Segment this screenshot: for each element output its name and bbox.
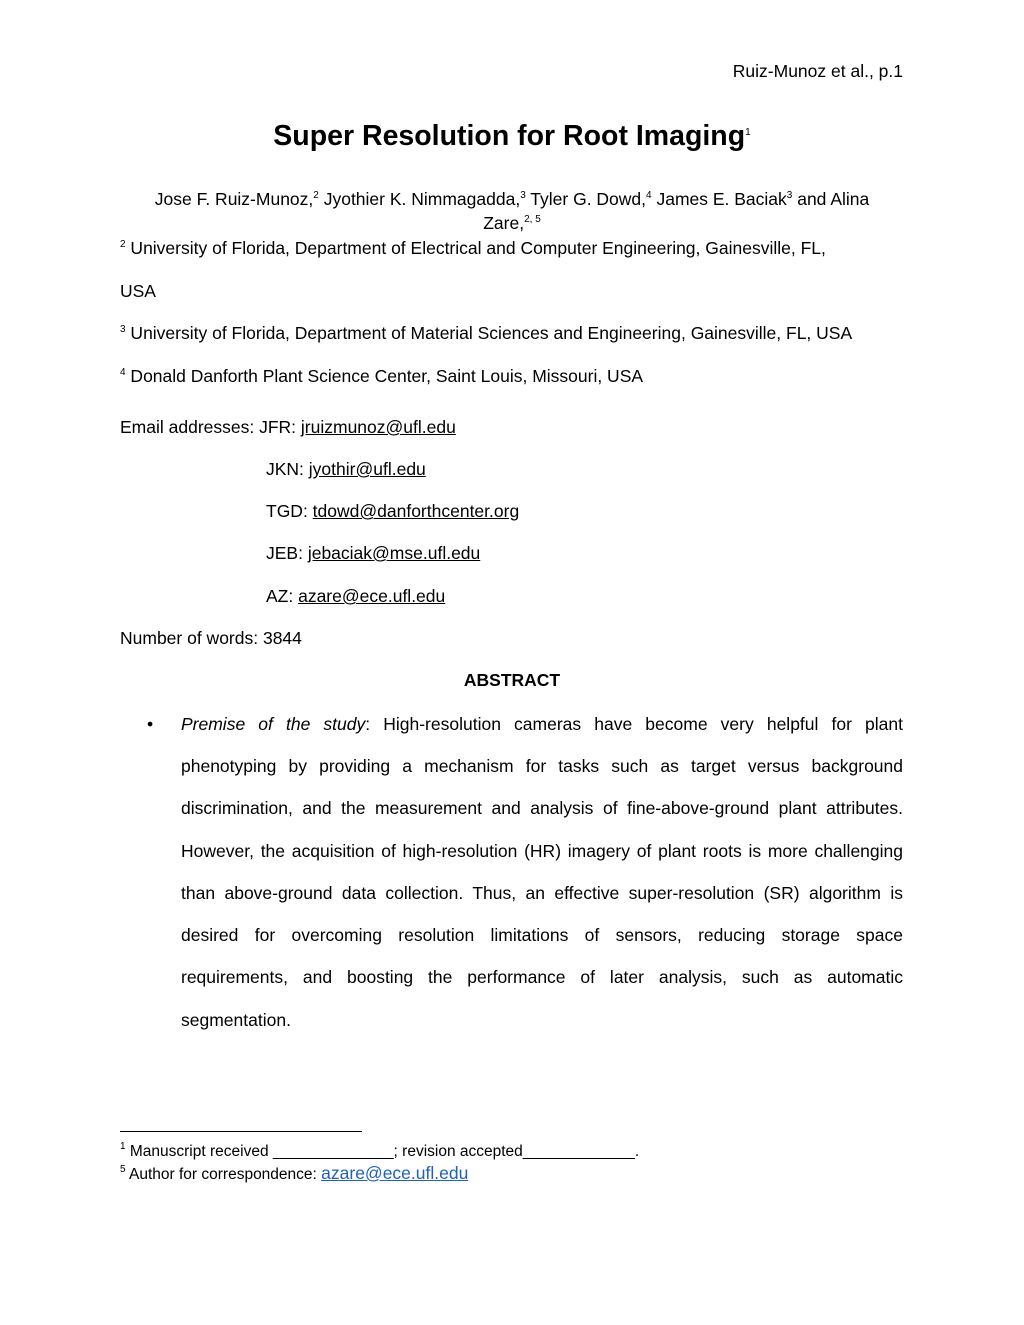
affiliation-4-mark: 4 <box>120 367 126 378</box>
footnote-1-mark: 1 <box>120 1141 126 1152</box>
abstract-line: segmentation. <box>181 1010 291 1030</box>
email-row-az <box>266 586 445 607</box>
abstract-line: than above-ground data collection. Thus, an effective super-resolution (SR) algorithm is <box>181 883 903 903</box>
affiliation-4-text: Donald Danforth Plant Science Center, Saint Louis, Missouri, USA <box>125 366 644 386</box>
footnote-5 <box>120 1163 468 1184</box>
title-footnote-mark: 1 <box>745 127 751 138</box>
author-1: Jose F. Ruiz-Munoz, <box>154 189 314 209</box>
paper-title <box>0 120 1024 153</box>
author-5-affil: 2, 5 <box>524 214 541 225</box>
email-link-jkn[interactable]: jyothir@ufl.edu <box>308 459 426 479</box>
affiliation-2 <box>120 238 826 259</box>
footnote-1 <box>120 1143 639 1161</box>
email-link-tgd[interactable]: tdowd@danforthcenter.org <box>312 501 520 521</box>
abstract-line: requirements, and boosting the performance of later analysis, such as automatic <box>181 967 903 987</box>
abstract-line <box>181 714 903 735</box>
abstract-line: phenotyping by providing a mechanism for tasks such as target versus background <box>181 756 903 776</box>
abstract-line: desired for overcoming resolution limitations of sensors, reducing storage space <box>181 925 903 945</box>
abstract-line: However, the acquisition of high-resolution (HR) imagery of plant roots is more challenging <box>181 841 903 861</box>
email-link-jfr[interactable]: jruizmunoz@ufl.edu <box>300 417 456 437</box>
correspondence-email-link[interactable]: azare@ece.ufl.edu <box>321 1163 469 1183</box>
affiliation-2-text: University of Florida, Department of Electrical and Computer Engineering, Gainesville, FL, <box>125 238 826 258</box>
email-link-jeb[interactable]: jebaciak@mse.ufl.edu <box>307 543 481 563</box>
footnote-rule <box>120 1131 362 1132</box>
email-key: JKN: <box>266 459 309 479</box>
abstract-line-text: : High-resolution cameras have become very helpful for plant <box>365 714 903 734</box>
email-row-jkn <box>266 459 426 480</box>
email-key: TGD: <box>266 501 313 521</box>
premise-label: Premise of the study <box>181 714 366 734</box>
email-key: JFR: <box>259 417 301 437</box>
affiliation-3 <box>120 323 852 344</box>
affiliation-2-mark: 2 <box>120 239 126 250</box>
author-5-cont: Zare, <box>483 213 525 233</box>
abstract-line: discrimination, and the measurement and analysis of fine-above-ground plant attributes. <box>181 798 903 818</box>
word-count: Number of words: 3844 <box>120 628 302 648</box>
footnote-5-text: Author for correspondence: <box>125 1166 322 1183</box>
affiliation-3-mark: 3 <box>120 324 126 335</box>
bullet-icon: • <box>147 714 154 734</box>
affiliation-3-text: University of Florida, Department of Material Sciences and Engineering, Gainesville, FL, USA <box>125 323 853 343</box>
author-3: Tyler G. Dowd, <box>525 189 647 209</box>
author-3-affil: 4 <box>646 190 652 201</box>
email-row-jfr <box>120 417 456 438</box>
author-list <box>0 189 1024 210</box>
author-4-affil: 3 <box>786 190 793 201</box>
email-label: Email addresses: <box>120 417 260 437</box>
footnote-1-text: Manuscript received ______________; revision accepted_____________. <box>125 1143 640 1160</box>
author-5: and Alina <box>792 189 870 209</box>
abstract-heading: ABSTRACT <box>463 670 561 690</box>
author-1-affil: 2 <box>313 190 319 201</box>
title-text: Super Resolution for Root Imaging <box>273 120 746 152</box>
running-head: Ruiz-Munoz et al., p.1 <box>732 61 903 81</box>
email-row-tgd <box>266 501 519 522</box>
email-key: AZ: <box>266 586 299 606</box>
email-row-jeb <box>266 543 480 564</box>
author-4: James E. Baciak <box>651 189 787 209</box>
email-link-az[interactable]: azare@ece.ufl.edu <box>298 586 446 606</box>
author-list-continued <box>0 213 1024 234</box>
affiliation-2-continued: USA <box>120 281 156 301</box>
affiliation-4 <box>120 366 643 387</box>
author-2: Jyothier K. Nimmagadda, <box>318 189 521 209</box>
email-key: JEB: <box>266 543 308 563</box>
footnote-5-mark: 5 <box>120 1164 126 1175</box>
author-2-affil: 3 <box>520 190 526 201</box>
